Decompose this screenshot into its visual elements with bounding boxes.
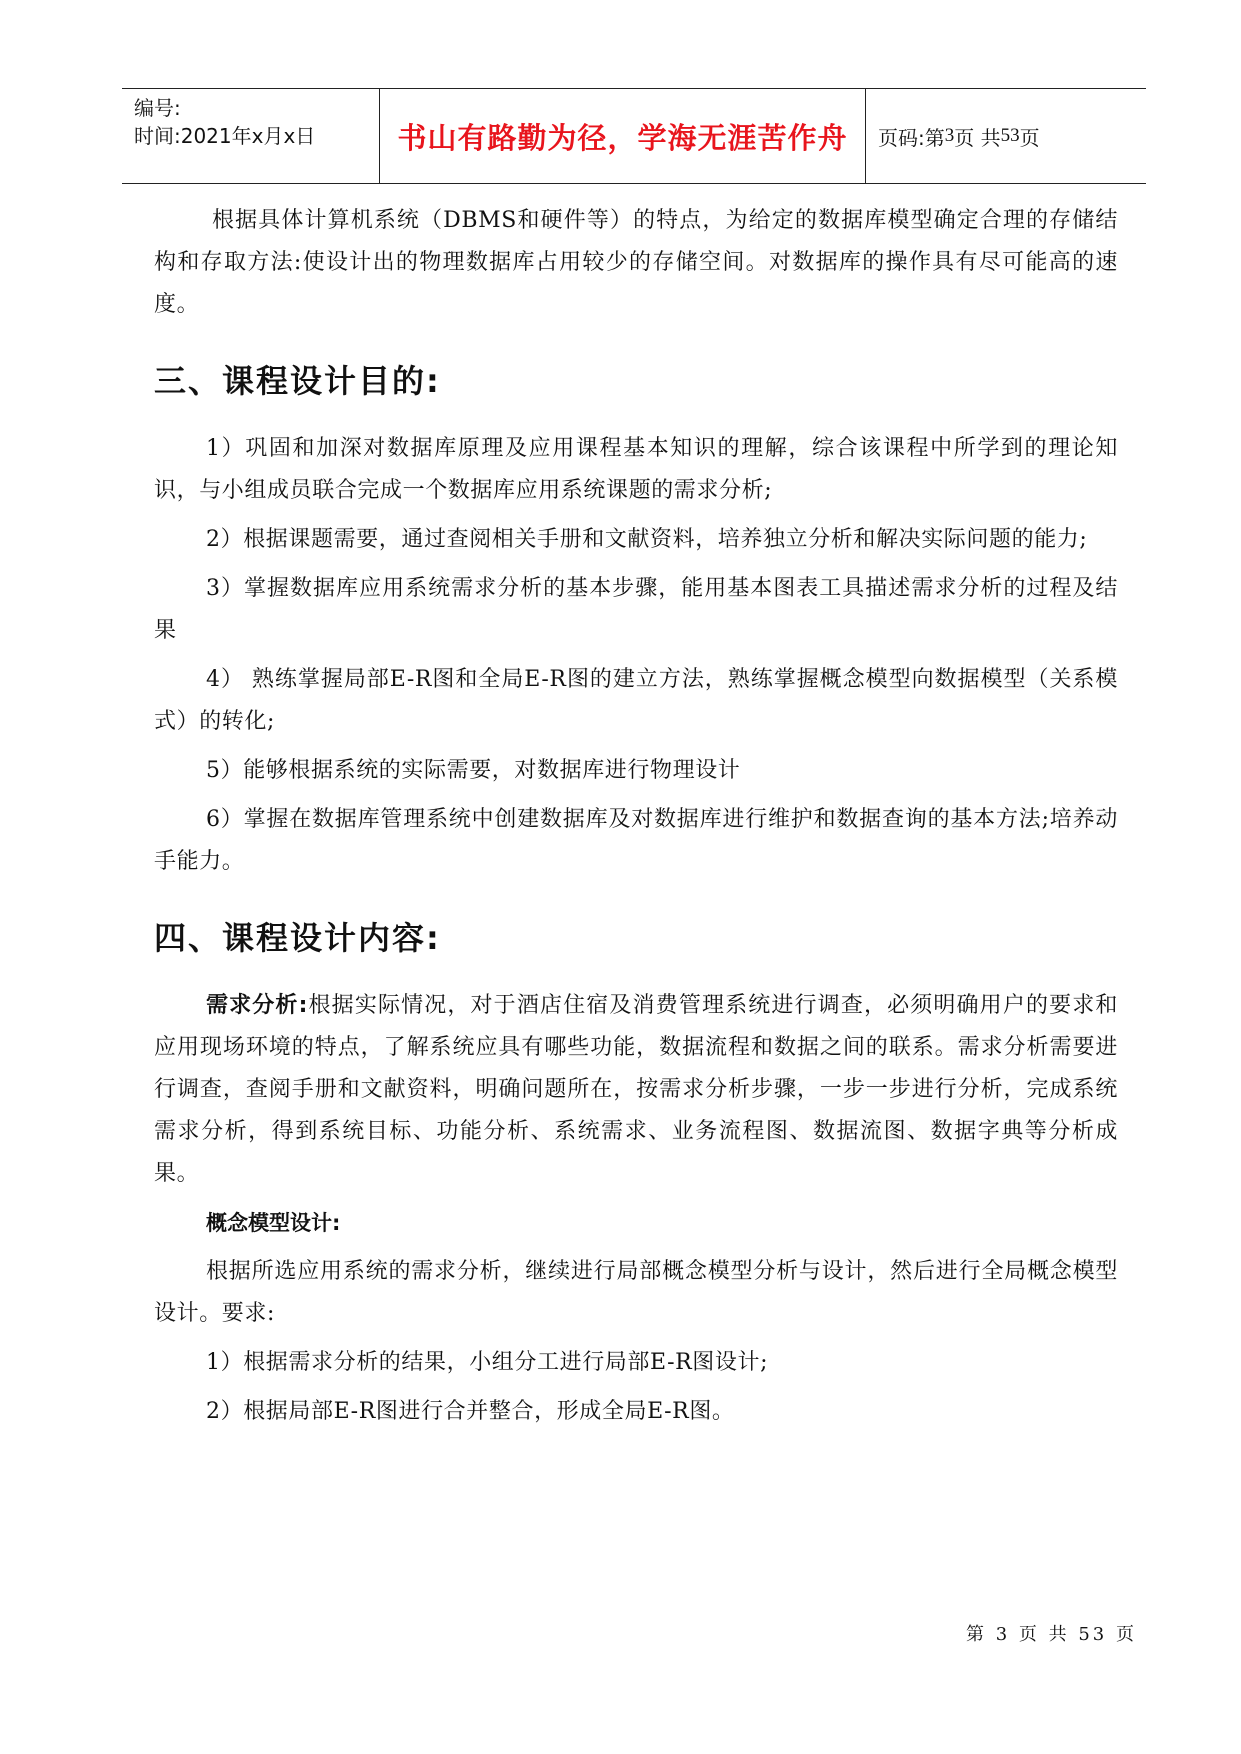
document-number-label: 编号: (134, 96, 181, 120)
section-4-title: 四、课程设计内容: (154, 919, 441, 957)
page-current: 3 (944, 125, 955, 146)
requirement-analysis-paragraph (154, 985, 1118, 1195)
page-footer: 第 3 页 共 53 页 (966, 1624, 1137, 1645)
concept-item-2: 2）根据局部E-R图进行合并整合，形成全局E-R图。 (206, 1399, 735, 1424)
objective-item-1: 1）巩固和加深对数据库原理及应用课程基本知识的理解，综合该课程中所学到的理论知识，与小组成员联合完成一个数据库应用系统课题的需求分析; (154, 436, 1118, 503)
page-middle-text: 页 共 (954, 125, 1001, 150)
page-suffix: 页 (1019, 125, 1040, 150)
concept-model-text: 根据所选应用系统的需求分析，继续进行局部概念模型分析与设计，然后进行全局概念模型设计。要求: (154, 1259, 1118, 1326)
concept-item-1: 1）根据需求分析的结果，小组分工进行局部E-R图设计; (206, 1350, 769, 1375)
page-header (122, 88, 1146, 184)
objective-item-2: 2）根据课题需要，通过查阅相关手册和文献资料，培养独立分析和解决实际问题的能力; (206, 527, 1088, 552)
concept-model-label: 概念模型设计: (206, 1211, 341, 1235)
section-3-title: 三、课程设计目的: (154, 362, 441, 400)
requirement-analysis-text: 根据实际情况，对于酒店住宿及消费管理系统进行调查，必须明确用户的要求和应用现场环境的特点，了解系统应具有哪些功能，数据流程和数据之间的联系。需求分析需要进行调查，查阅手册和文献资料，明确问题所在，按需求分析步骤，一步一步进行分析，完成系统需求分析，得到系统目标、功能分析、系统需求、业务流程图、数据流图、数据字典等分析成果。 (154, 993, 1118, 1186)
page-code-label: 页码:第 (878, 125, 945, 150)
document-time-label: 时间:2021年x月x日 (134, 124, 316, 148)
intro-paragraph: 根据具体计算机系统（DBMS和硬件等）的特点，为给定的数据库模型确定合理的存储结构和存取方法:使设计出的物理数据库占用较少的存储空间。对数据库的操作具有尽可能高的速度。 (154, 208, 1118, 317)
objective-item-5: 5）能够根据系统的实际需要，对数据库进行物理设计 (206, 758, 741, 783)
objective-item-3: 3）掌握数据库应用系统需求分析的基本步骤，能用基本图表工具描述需求分析的过程及结果 (154, 576, 1118, 643)
header-page-code (866, 89, 1146, 183)
objective-item-4: 4） 熟练掌握局部E-R图和全局E-R图的建立方法，熟练掌握概念模型向数据模型（关系模式）的转化; (154, 667, 1118, 734)
requirement-analysis-label: 需求分析: (206, 993, 308, 1018)
page-total: 53 (1000, 125, 1020, 146)
header-meta (122, 89, 380, 183)
header-motto: 书山有路勤为径，学海无涯苦作舟 (380, 89, 866, 183)
objective-item-6: 6）掌握在数据库管理系统中创建数据库及对数据库进行维护和数据查询的基本方法;培养动手能力。 (154, 807, 1118, 874)
document-body (154, 200, 1118, 1440)
